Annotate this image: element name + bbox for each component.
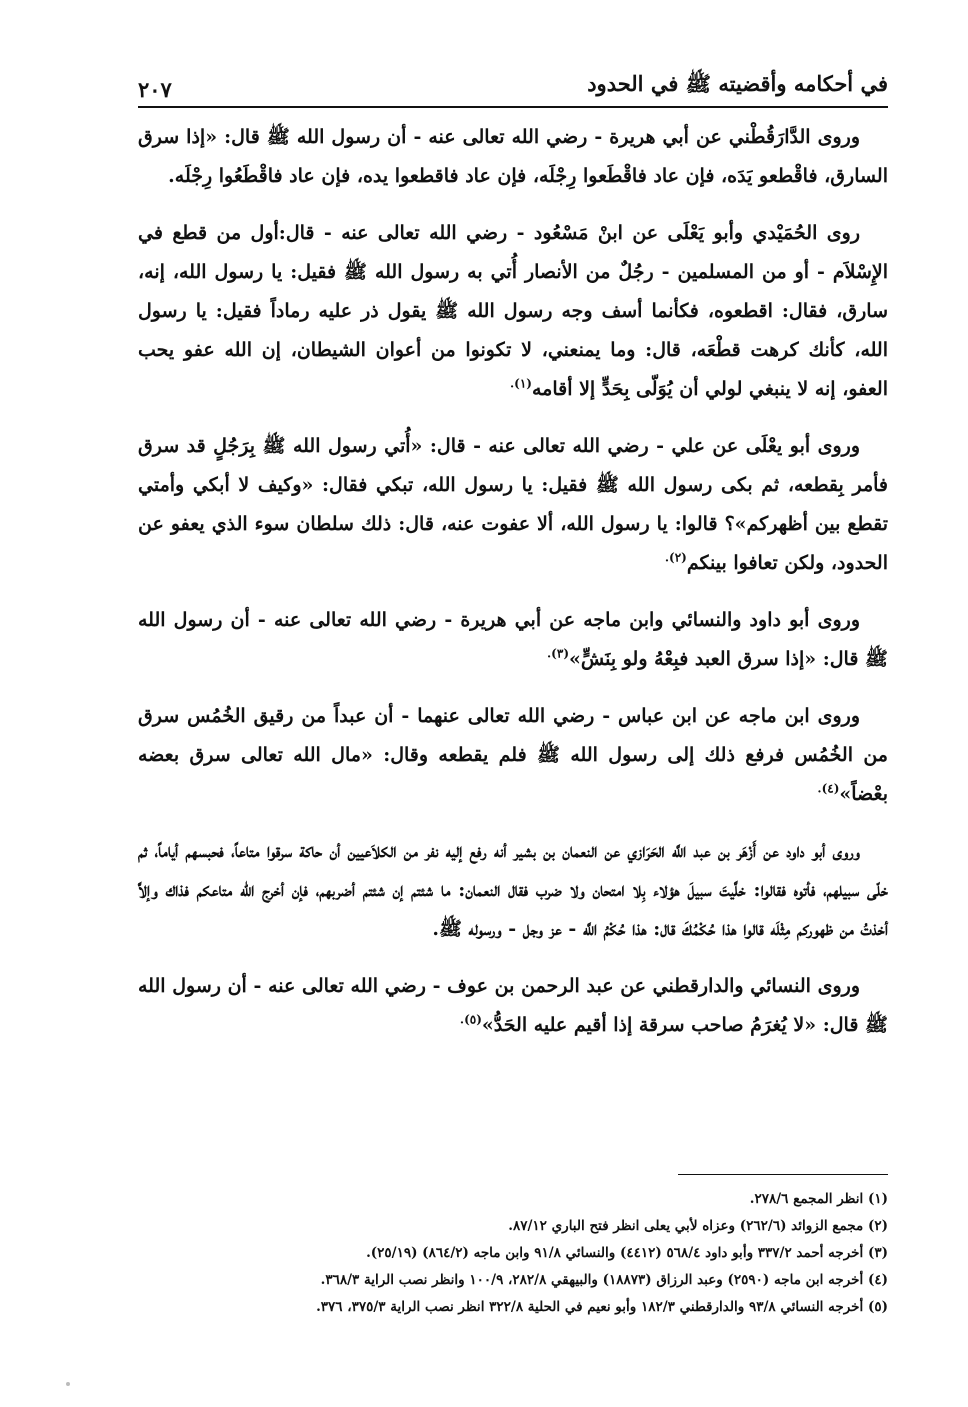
paragraph bbox=[138, 601, 888, 679]
paragraph-text: وروى أبو داود والنسائي وابن ماجه عن أبي هريرة - رضي الله تعالى عنه - أن رسول الله ﷺ قال: «إذا سرق العبد فبِعْهُ ولو بِنَشٍّ» bbox=[138, 609, 888, 670]
paragraph bbox=[138, 214, 888, 409]
footnote-ref: (٢). bbox=[664, 550, 687, 565]
footnote-ref: (٣). bbox=[547, 646, 569, 661]
main-text bbox=[138, 118, 888, 1063]
footnote-ref: (٤). bbox=[817, 781, 840, 796]
footnote: (٥) أخرجه النسائي ٩٣/٨ والدارقطني ١٨٢/٣ وأبو نعيم في الحلية ٣٢٢/٨ انظر نصب الراية ٣٧٥/٣، ٣٧٦. bbox=[316, 1299, 888, 1315]
paragraph bbox=[138, 697, 888, 814]
paragraph-text: وروى أبو داود عن أَزْهَر بن عبد اللَّه الحَرَازي عن النعمان بن بشير أنه رفع إليه نفر من الكلاَعيين أن حاكة سرقوا متاعاً، فحبسهم أياماً، ثم خلّى سبيلهم، فأتوه فقالوا: خلَّيتَ سبيلَ هؤلاء بِلا امتحان ولا ضرب فقال النعمان: ما شئتم إن شئتم أضربهم، فإن أخرج الله متاعكم فذاك وإلاَّ أخذتُ من ظهوركم مِثْلَه قالوا هذا حُكْمُكَ قال: هذا حُكْمُ اللَّه - عز وجل - ورسوله ﷺ. bbox=[138, 840, 888, 940]
paragraph-text: روى الحُمَيْدي وأبو يَعْلَى عن ابنْ مَسْعُود - رضي الله تعالى عنه - قال:أول من قطع في الإِسْلاَم - أو من المسلمين - رجُلٌ من الأنصار أُتي به رسول الله ﷺ فقيل: يا رسول الله، إنه، سارق، فقال: اقطعوه، فكأنما أسف وجه رسول الله ﷺ يقول ذر عليه رماداً فقيل: يا رسول الله، كأنك كرهت قطْعَه، قال: وما يمنعني، لا تكونوا من أعوان الشيطان، إن الله عفو يحب العفو، إنه لا ينبغي لولي أن يُوَلّى بِحَدٍّ إلا أقامه bbox=[138, 222, 888, 400]
paragraph-text: وروى أبو يعْلَى عن علي - رضي الله تعالى عنه - قال: «أُتي رسول الله ﷺ بِرَجُلٍ قد سرق فأمر بِقطعه، ثم بكى رسول الله ﷺ فقيل: يا رسول الله، تبكي فقال: «وكيف لا أبكي وأمتي تقطع بين أظهركم»؟ قالوا: يا رسول الله، ألا عفوت عنه، قال: ذلك سلطان سوء الذي يعفو عن الحدود، ولكن تعافوا بينكم bbox=[138, 435, 888, 574]
scan-speck bbox=[66, 1382, 70, 1386]
footnote: (٤) أخرجه ابن ماجه (٢٥٩٠) وعبد الرزاق (١٨٨٧٣) والبيهقي ٢٨٢/٨، ١٠٠/٩ وانظر نصب الراية ٣٦٨/٣. bbox=[320, 1272, 888, 1288]
paragraph bbox=[138, 427, 888, 583]
running-header bbox=[138, 64, 888, 102]
footnotes bbox=[138, 1186, 888, 1321]
paragraph bbox=[138, 967, 888, 1045]
page-number: ٢٠٧ bbox=[138, 77, 172, 102]
footnote-ref: (٥). bbox=[459, 1012, 482, 1027]
paragraph-text: وروى ابن ماجه عن ابن عباس - رضي الله تعالى عنهما - أن عبداً من رقيق الخُمُس سرق من الخُمُس فرفع ذلك إلى رسول الله ﷺ فلم يقطعه وقال: «مال الله تعالى سرق بعضه بعْضاً» bbox=[138, 705, 888, 805]
paragraph-text: وروى الدَّارَقُطْني عن أبي هريرة - رضي الله تعالى عنه - أن رسول الله ﷺ قال: «إذا سرق السارق، فاقْطعو يَدَه، فإن عاد فاقْطَعوا رِجْلَه، فإن عاد فاقطعوا يده، فإن عاد فاقْطَعُوا رِجْلَه. bbox=[138, 126, 888, 187]
footnote: (٣) أخرجه أحمد ٣٣٧/٢ وأبو داود ٥٦٨/٤ (٤٤١٢) والنسائي ٩١/٨ وابن ماجه (٨٦٤/٢) (٢٥/١٩). bbox=[366, 1245, 888, 1261]
paragraph bbox=[138, 832, 888, 949]
footnote: (١) انظر المجمع ٢٧٨/٦. bbox=[749, 1191, 888, 1207]
paragraph bbox=[138, 118, 888, 196]
footnote-ref: (١). bbox=[509, 376, 532, 391]
footnote: (٢) مجمع الزوائد (٢٦٢/٦) وعزاه لأبي يعلى انظر فتح الباري ٨٧/١٢. bbox=[508, 1218, 888, 1234]
header-title: في أحكامه وأقضيته ﷺ في الحدود bbox=[587, 71, 888, 96]
paragraph-text: وروى النسائي والدارقطني عن عبد الرحمن بن عوف - رضي الله تعالى عنه - أن رسول الله ﷺ قال: «لا يُغرَمُ صاحب سرقة إذا أقيم عليه الحَدُّ» bbox=[138, 975, 888, 1036]
header-rule bbox=[138, 106, 888, 108]
footnote-rule bbox=[678, 1174, 888, 1175]
